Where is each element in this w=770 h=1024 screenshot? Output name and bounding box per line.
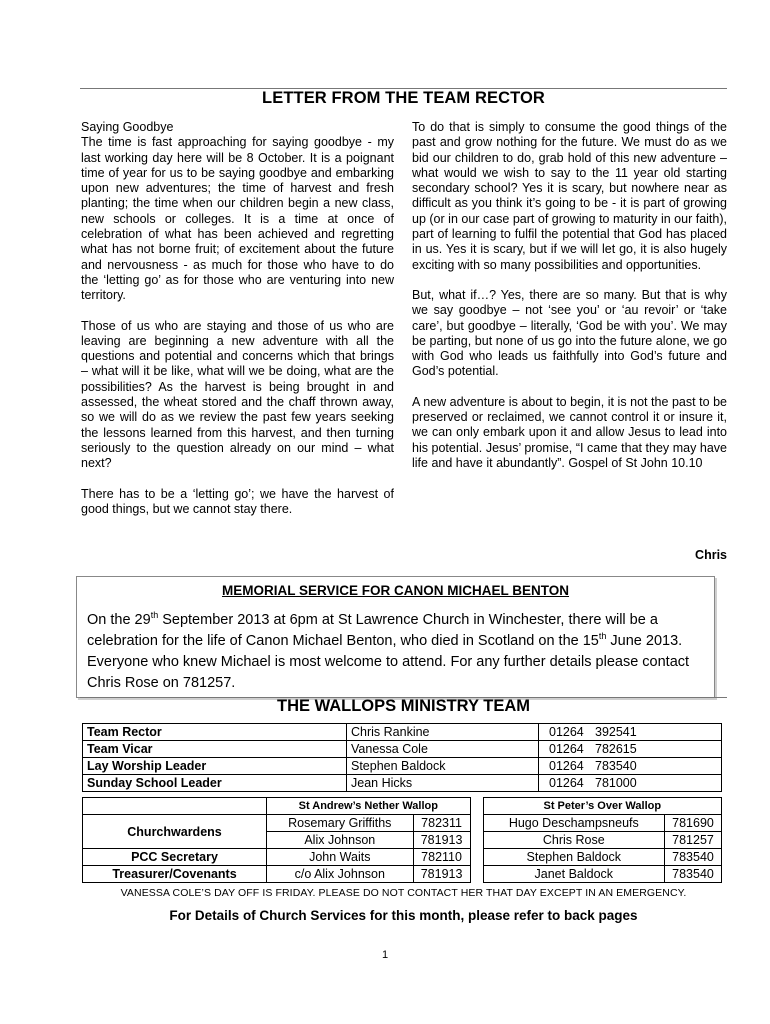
table-row (83, 866, 722, 883)
memorial-text: On the 29th September 2013 at 6pm at St Lawrence Church in Winchester, there will be a celebration for the life of Canon Michael Benton, who died in Scotland on the 15th June 2013. Everyone who knew Michael is most welcome to attend. For any further details please contact Chris Rose on 781257. (87, 610, 690, 691)
team-role: Team Rector (83, 724, 347, 741)
nether-name: c/o Alix Johnson (267, 866, 414, 883)
day-off-notice: VANESSA COLE’S DAY OFF IS FRIDAY. PLEASE DO NOT CONTACT HER THAT DAY EXCEPT IN AN EMERGENCY. (120, 887, 687, 899)
letter-paragraph: To do that is simply to consume the good things of the past and grow nothing for the future. We must do as we bid our children to do, grab hold of this new adventure – what would we wish to say to the 11 year old starting secondary school? Yes it is scary, but nowhere near as difficult as you think it’s going to be - it is part of growing up (or in our case part of growing to maturity in our faith), part of learning to fulfil the potential that God has placed in us. Yes it is scary, but if we will let go, it is also hugely exciting with so many possibilities and opportunities. (412, 120, 727, 272)
team-name: Chris Rankine (347, 724, 539, 741)
column-gap (470, 815, 483, 832)
table-row (83, 815, 722, 832)
letter-paragraph: A new adventure is about to begin, it is not the past to be preserved or reclaimed, we cannot control it or insure it, we can only embark upon it and allow Jesus to lead into his potential. Jesus’ promise, “I came that they may have life and have it abundantly”. Gospel of St John 10.10 (412, 394, 727, 470)
table-header-row (83, 798, 722, 815)
over-name: Janet Baldock (483, 866, 664, 883)
team-name: Jean Hicks (347, 775, 539, 792)
letter-paragraph: Those of us who are staying and those of us who are leaving are beginning a new adventure with all the questions and potential and concerns which that brings – what will it be like, what will we be doing, what are the possibilities? As the harvest is being brought in and assessed, the wheat stored and the chaff thrown away, so we will do as we review the past few years seeking the lessons learned from this harvest, and then turning seriously to the question already on our mind – what next? (81, 318, 394, 471)
blank-cell (83, 798, 267, 815)
letter-title: LETTER FROM THE TEAM RECTOR (262, 89, 545, 107)
table-row (83, 741, 722, 758)
nether-phone: 782110 (413, 849, 470, 866)
table-row (83, 849, 722, 866)
team-phone: 01264 783540 (539, 758, 722, 775)
letter-paragraph: There has to be a ‘letting go’; we have the harvest of good things, but we cannot stay there. (81, 486, 394, 516)
nether-wallop-header: St Andrew’s Nether Wallop (267, 798, 471, 815)
memorial-box (76, 576, 715, 698)
nether-phone: 782311 (413, 815, 470, 832)
column-gap (470, 832, 483, 849)
team-role: Lay Worship Leader (83, 758, 347, 775)
team-phone: 01264 782615 (539, 741, 722, 758)
over-wallop-header: St Peter’s Over Wallop (483, 798, 721, 815)
letter-signature: Chris (695, 548, 727, 562)
churchwardens-label: Churchwardens (83, 815, 267, 849)
memorial-title: MEMORIAL SERVICE FOR CANON MICHAEL BENTON (221, 583, 570, 598)
team-phone: 01264 392541 (539, 724, 722, 741)
team-role: Sunday School Leader (83, 775, 347, 792)
table-row (83, 775, 722, 792)
team-phone: 01264 781000 (539, 775, 722, 792)
over-phone: 781257 (665, 832, 722, 849)
nether-phone: 781913 (413, 866, 470, 883)
team-name: Vanessa Cole (347, 741, 539, 758)
over-phone: 783540 (665, 849, 722, 866)
column-gap (470, 849, 483, 866)
ministry-title: THE WALLOPS MINISTRY TEAM (276, 697, 530, 715)
team-name: Stephen Baldock (347, 758, 539, 775)
nether-name: Rosemary Griffiths (267, 815, 414, 832)
over-phone: 783540 (665, 866, 722, 883)
column-gap (470, 798, 483, 815)
churchwardens-table (82, 797, 722, 883)
nether-name: Alix Johnson (267, 832, 414, 849)
service-details-note: For Details of Church Services for this month, please refer to back pages (169, 908, 638, 923)
table-row (83, 724, 722, 741)
letter-paragraph: But, what if…? Yes, there are so many. But that is why we say goodbye – not ‘see you’ or ‘au revoir’ or ‘take care’, but goodbye – literally, ‘God be with you’. We may be parting, but none of us go into the future alone, we go with God who leads us faithfully into God’s future and God’s potential. (412, 287, 727, 379)
team-role: Team Vicar (83, 741, 347, 758)
over-name: Stephen Baldock (483, 849, 664, 866)
letter-paragraph: Saying Goodbye The time is fast approaching for saying goodbye - my last working day here will be 8 October. It is a poignant time of year for us to be saying goodbye and embarking upon new adventures; the time of harvest and fresh planting; the time when our children begin a new class, new schools or colleges. It is a time at once of celebration of what has been achieved and regretting what has not borne fruit; of excitement about the future and nervousness - as much for those who have to do the ‘letting go’ as for those who are venturing into new territory. (81, 120, 394, 303)
page-number: 1 (381, 949, 389, 961)
nether-name: John Waits (267, 849, 414, 866)
table-row (83, 758, 722, 775)
over-phone: 781690 (665, 815, 722, 832)
column-gap (470, 866, 483, 883)
pcc-secretary-label: PCC Secretary (83, 849, 267, 866)
ministry-team-table (82, 723, 722, 792)
treasurer-label: Treasurer/Covenants (83, 866, 267, 883)
over-name: Chris Rose (483, 832, 664, 849)
letter-left-column (81, 120, 394, 517)
letter-right-column (412, 120, 727, 471)
over-name: Hugo Deschampsneufs (483, 815, 664, 832)
nether-phone: 781913 (413, 832, 470, 849)
